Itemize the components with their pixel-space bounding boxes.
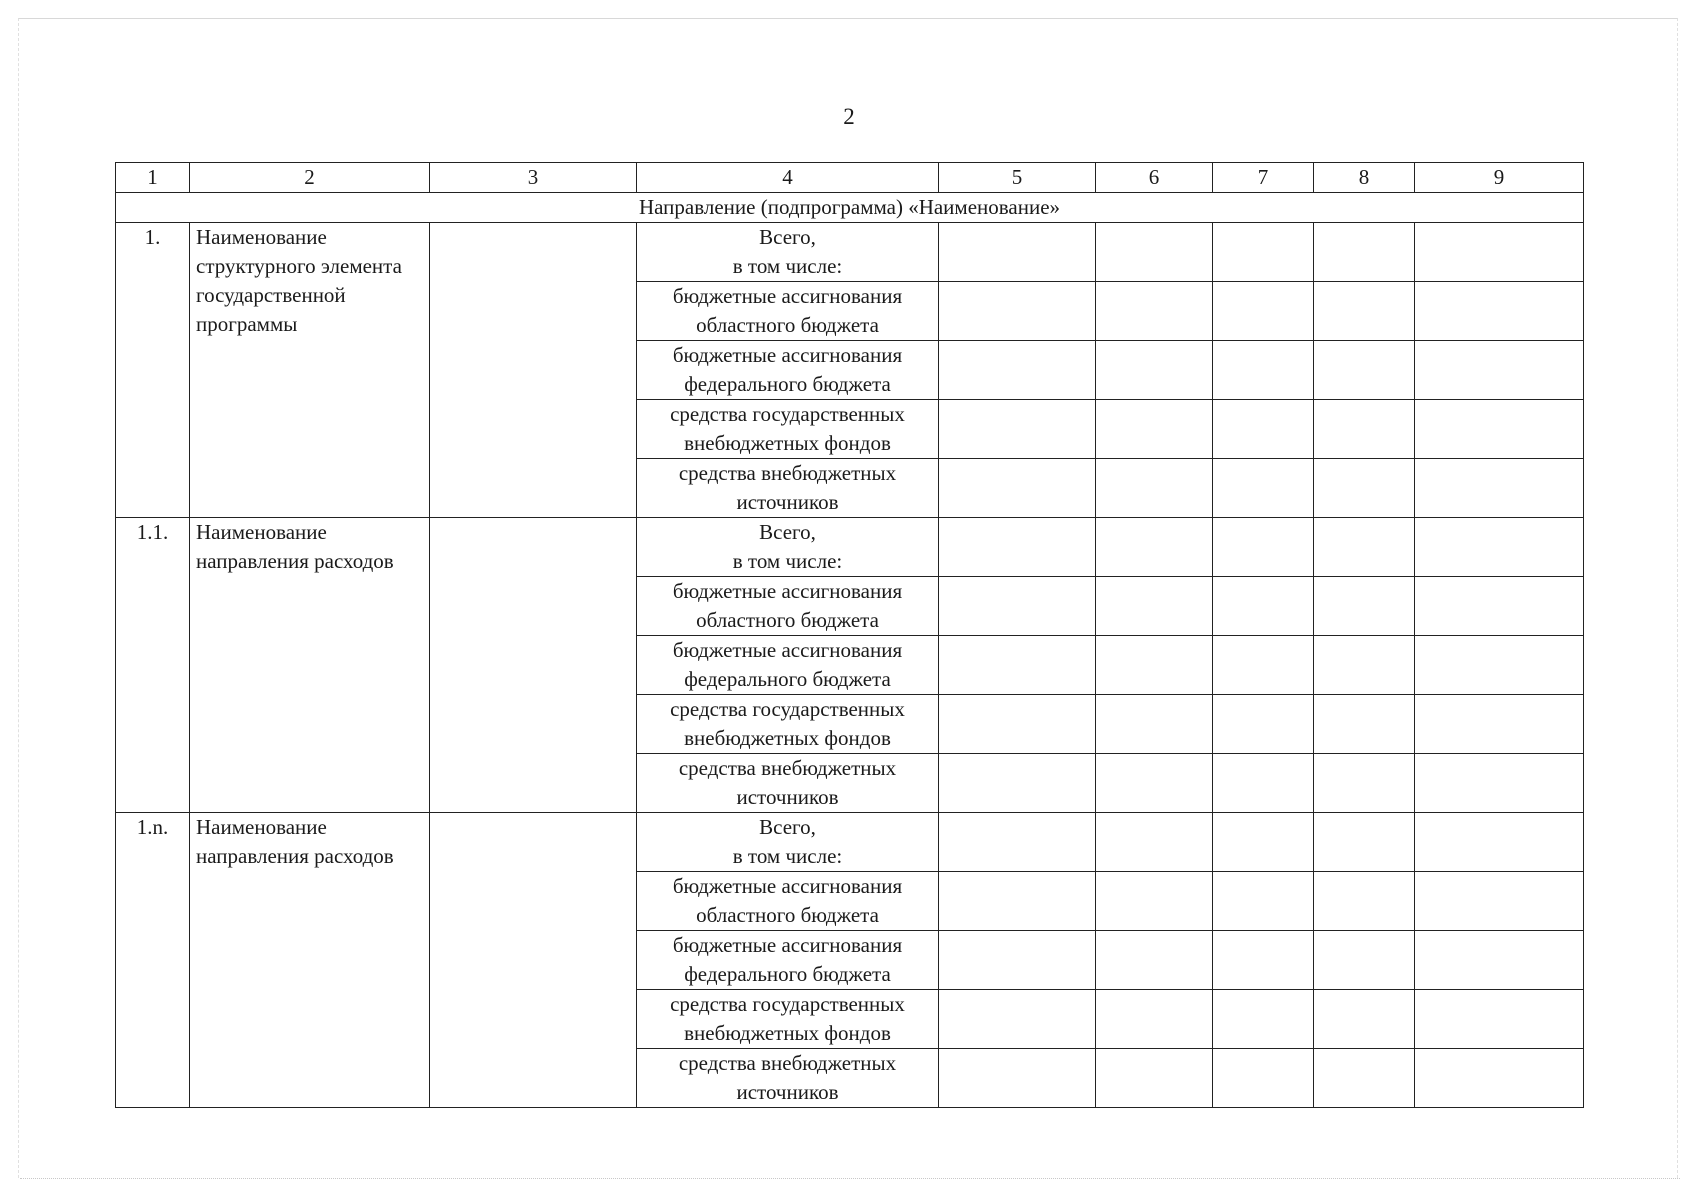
empty-cell xyxy=(939,341,1096,400)
funding-source: бюджетные ассигнования областного бюджета xyxy=(637,872,939,931)
empty-cell xyxy=(939,400,1096,459)
item-name: Наименование направления расходов xyxy=(190,518,430,813)
empty-cell xyxy=(1314,223,1415,282)
empty-cell xyxy=(1096,1049,1213,1108)
empty-cell xyxy=(939,931,1096,990)
empty-cell xyxy=(1096,577,1213,636)
table-row xyxy=(116,518,1584,577)
empty-cell xyxy=(1415,931,1584,990)
empty-cell xyxy=(1415,636,1584,695)
empty-cell xyxy=(1213,990,1314,1049)
empty-cell xyxy=(1213,636,1314,695)
item-name: Наименование направления расходов xyxy=(190,813,430,1108)
empty-cell xyxy=(939,695,1096,754)
empty-cell xyxy=(1096,518,1213,577)
empty-cell xyxy=(1096,931,1213,990)
empty-cell xyxy=(1096,990,1213,1049)
funding-source: Всего, в том числе: xyxy=(637,518,939,577)
empty-cell xyxy=(430,518,637,813)
empty-cell xyxy=(1213,695,1314,754)
empty-cell xyxy=(1314,695,1415,754)
empty-cell xyxy=(1096,695,1213,754)
budget-table xyxy=(115,162,1584,1108)
empty-cell xyxy=(939,282,1096,341)
empty-cell xyxy=(1096,754,1213,813)
column-number: 7 xyxy=(1213,163,1314,193)
empty-cell xyxy=(1314,813,1415,872)
empty-cell xyxy=(1415,1049,1584,1108)
funding-source: средства государственных внебюджетных фондов xyxy=(637,695,939,754)
empty-cell xyxy=(939,518,1096,577)
empty-cell xyxy=(1415,223,1584,282)
empty-cell xyxy=(1213,577,1314,636)
empty-cell xyxy=(939,813,1096,872)
table-row xyxy=(116,223,1584,282)
empty-cell xyxy=(1213,1049,1314,1108)
empty-cell xyxy=(1314,990,1415,1049)
column-number: 3 xyxy=(430,163,637,193)
funding-source: бюджетные ассигнования федерального бюджета xyxy=(637,636,939,695)
funding-source: средства внебюджетных источников xyxy=(637,1049,939,1108)
empty-cell xyxy=(1096,282,1213,341)
funding-source: Всего, в том числе: xyxy=(637,813,939,872)
funding-source: средства внебюджетных источников xyxy=(637,459,939,518)
empty-cell xyxy=(1415,813,1584,872)
empty-cell xyxy=(1213,518,1314,577)
empty-cell xyxy=(939,872,1096,931)
empty-cell xyxy=(1415,990,1584,1049)
empty-cell xyxy=(1096,872,1213,931)
empty-cell xyxy=(1415,282,1584,341)
empty-cell xyxy=(1415,577,1584,636)
column-number: 6 xyxy=(1096,163,1213,193)
column-number: 9 xyxy=(1415,163,1584,193)
empty-cell xyxy=(939,754,1096,813)
funding-source: средства внебюджетных источников xyxy=(637,754,939,813)
column-number: 4 xyxy=(637,163,939,193)
empty-cell xyxy=(1314,1049,1415,1108)
empty-cell xyxy=(1314,636,1415,695)
empty-cell xyxy=(1213,341,1314,400)
funding-source: бюджетные ассигнования областного бюджета xyxy=(637,577,939,636)
empty-cell xyxy=(939,223,1096,282)
empty-cell xyxy=(1415,872,1584,931)
empty-cell xyxy=(1415,341,1584,400)
funding-source: средства государственных внебюджетных фондов xyxy=(637,400,939,459)
funding-source: бюджетные ассигнования областного бюджета xyxy=(637,282,939,341)
column-number: 2 xyxy=(190,163,430,193)
column-number: 5 xyxy=(939,163,1096,193)
page-number: 2 xyxy=(843,104,855,129)
scan-edge xyxy=(20,1178,1680,1179)
item-number: 1.1. xyxy=(116,518,190,813)
item-name: Наименование структурного элемента государственной программы xyxy=(190,223,430,518)
empty-cell xyxy=(1314,400,1415,459)
empty-cell xyxy=(1314,518,1415,577)
empty-cell xyxy=(1314,931,1415,990)
table-row xyxy=(116,813,1584,872)
empty-cell xyxy=(1314,282,1415,341)
empty-cell xyxy=(1096,636,1213,695)
empty-cell xyxy=(1314,577,1415,636)
empty-cell xyxy=(1213,813,1314,872)
empty-cell xyxy=(1314,872,1415,931)
column-number: 1 xyxy=(116,163,190,193)
item-number: 1. xyxy=(116,223,190,518)
item-number: 1.n. xyxy=(116,813,190,1108)
empty-cell xyxy=(1096,400,1213,459)
empty-cell xyxy=(1096,341,1213,400)
empty-cell xyxy=(1096,459,1213,518)
funding-source: Всего, в том числе: xyxy=(637,223,939,282)
empty-cell xyxy=(1415,518,1584,577)
section-row xyxy=(116,193,1584,223)
empty-cell xyxy=(430,813,637,1108)
empty-cell xyxy=(1415,695,1584,754)
empty-cell xyxy=(1213,223,1314,282)
funding-source: бюджетные ассигнования федерального бюджета xyxy=(637,341,939,400)
empty-cell xyxy=(1314,341,1415,400)
empty-cell xyxy=(1096,813,1213,872)
empty-cell xyxy=(1415,400,1584,459)
empty-cell xyxy=(1415,459,1584,518)
column-number: 8 xyxy=(1314,163,1415,193)
empty-cell xyxy=(1096,223,1213,282)
empty-cell xyxy=(939,577,1096,636)
empty-cell xyxy=(1314,459,1415,518)
column-number-row xyxy=(116,163,1584,193)
empty-cell xyxy=(1213,931,1314,990)
empty-cell xyxy=(939,459,1096,518)
empty-cell xyxy=(1213,754,1314,813)
empty-cell xyxy=(1415,754,1584,813)
empty-cell xyxy=(939,636,1096,695)
empty-cell xyxy=(1314,754,1415,813)
funding-source: бюджетные ассигнования федерального бюджета xyxy=(637,931,939,990)
funding-source: средства государственных внебюджетных фондов xyxy=(637,990,939,1049)
empty-cell xyxy=(1213,282,1314,341)
empty-cell xyxy=(1213,872,1314,931)
section-title: Направление (подпрограмма) «Наименование» xyxy=(116,193,1584,223)
empty-cell xyxy=(939,990,1096,1049)
empty-cell xyxy=(939,1049,1096,1108)
empty-cell xyxy=(430,223,637,518)
empty-cell xyxy=(1213,459,1314,518)
empty-cell xyxy=(1213,400,1314,459)
